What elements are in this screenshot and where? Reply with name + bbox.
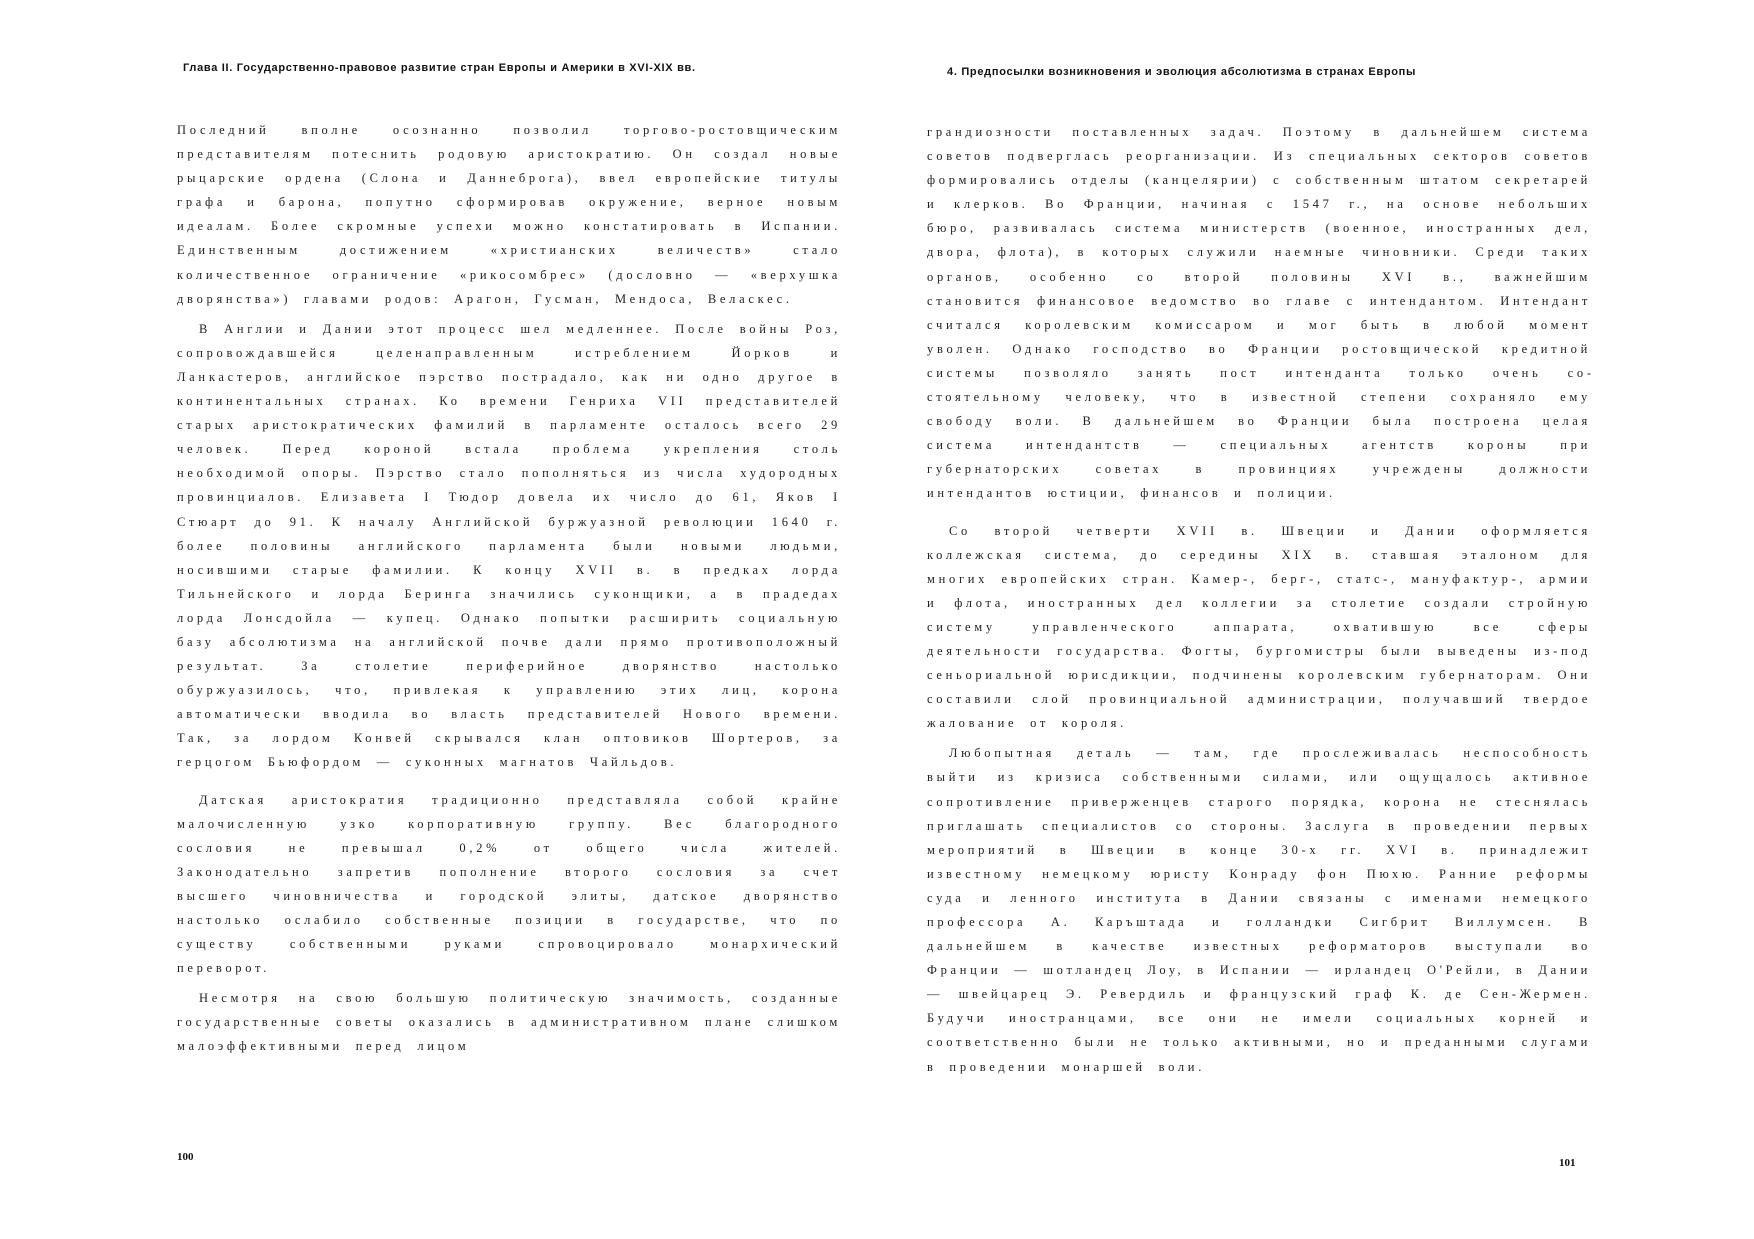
- paragraph: В Англии и Дании этот процесс шел медленнее. После войны Роз, сопровождавшейся целенаправленным истреблением Йорков и Ланкастеров, английское пэрство пострадало, как ни одно другое в континентальных странах. Ко времени Генриха VII представителей старых аристократических фамилий в парламенте осталось всего 29 человек. Перед короной встала проблема укрепления столь необходимой опоры. Пэрство стало пополняться из числа худородных провинциалов. Елизавета I Тюдор довела их число до 61, Яков I Стюарт до 91. К началу Английской буржуазной революции 1640 г. более половины английского парламента были новыми людьми, носившими старые фамилии. К концу XVII в. в предках лорда Тильнейского и лорда Беринга значились суконщики, а в прадедах лорда Лонсдойла — купец. Однако попытки расширить социальную базу абсолютизма на английской почве дали прямо противоположный результат. За столетие периферийное дворянство настолько обуржуазилось, что, привлекая к управлению этих лиц, корона автоматически вводила во власть представителей Нового времени. Так, за лордом Конвей скрывался клан оптовиков Шортеров, за герцогом Бьюфордом — суконных магнатов Чайльдов.: [177, 321, 841, 770]
- running-head-right: 4. Предпосылки возникновения и эволюция абсолютизма в странах Европы: [947, 66, 1417, 78]
- page-number-right: 101: [1559, 1157, 1576, 1169]
- right-page-text: [927, 120, 1591, 1079]
- paragraph: Любопытная деталь — там, где прослеживалась неспособность выйти из кризиса собственными силами, или ощущалось активное сопротивление приверженцев старого порядка, корона не стеснялась приглашать специалистов со стороны. Заслуга в проведении первых мероприятий в Швеции в конце 30-х гг. XVI в. принадлежит известному немецкому юристу Конраду фон Пюхю. Ранние реформы суда и ленного института в Дании связаны с именами немецкого профессора А. Каръштада и голландки Сигбрит Виллумсен. В дальнейшем в качестве известных реформаторов выступали во Франции — шотландец Лоу, в Испании — ирландец О'Рейли, в Дании — швейцарец Э. Ревердиль и французский граф К. де Сен-Жермен. Будучи иностранцами, все они не имели социальных корней и соответственно были не только активными, но и преданными слугами в проведении монаршей воли.: [927, 746, 1591, 1074]
- paragraph: Последний вполне осознанно позволил торгово-ростовщическим представителям потеснить родовую аристократию. Он создал новые рыцарские ордена (Слона и Даннеброга), ввел европейские титулы графа и барона, попутно сформировав окружение, верное новым идеалам. Более скромные успехи можно констатировать в Испании. Единственным достижением «христианских величеств» стало количественное ограничение «рикосомбрес» (дословно — «верхушка дворянства») главами родов: Арагон, Гусман, Мендоса, Веласкес.: [177, 123, 841, 306]
- paragraph: Со второй четверти XVII в. Швеции и Дании оформляется коллежская система, до середины XIX в. ставшая эталоном для многих европейских стран. Камер-, берг-, статс-, мануфактур-, армии и флота, иностранных дел коллегии за столетие создали стройную систему управленческого аппарата, охватившую все сферы деятельности государства. Фогты, бургомистры были выведены из-под сеньориальной юрисдикции, подчинены королевским губернаторам. Они составили слой провинциальной администрации, получавший твердое жалование от короля.: [927, 523, 1591, 731]
- paragraph: Несмотря на свою большую политическую значимость, созданные государственные советы оказались в административном плане слишком малоэффективными перед лицом: [177, 991, 841, 1054]
- page-number-left: 100: [177, 1151, 194, 1163]
- paragraph: грандиозности поставленных задач. Поэтому в дальнейшем система советов подверглась реорганизации. Из специальных секторов советов формировались отделы (канцелярии) с собственным штатом секретарей и клерков. Во Франции, начиная с 1547 г., на основе небольших бюро, развивалась система министерств (военное, иностранных дел, двора, флота), в которых служили наемные чиновники. Среди таких органов, особенно со второй половины XVI в., важнейшим становится финансовое ведомство во главе с интендантом. Интендант считался королевским комиссаром и мог быть в любой момент уволен. Однако господство во Франции ростовщической кредитной системы позволяло занять пост интенданта только очень состоятельному человеку, что в известной степени сохраняло ему свободу воли. В дальнейшем во Франции была построена целая система интендантств — специальных агентств короны при губернаторских советах в провинциях учреждены должности интендантов юстиции, финансов и полиции.: [927, 125, 1591, 501]
- left-page-text: [177, 118, 841, 1059]
- paragraph: Датская аристократия традиционно представляла собой крайне малочисленную узко корпоративную группу. Вес благородного сословия не превышал 0,2% от общего числа жителей. Законодательно запретив пополнение второго сословия за счет высшего чиновничества и городской элиты, датское дворянство настолько ослабило собственные позиции в государстве, что по существу собственными руками спровоцировало монархический переворот.: [177, 792, 841, 976]
- running-head-left: Глава II. Государственно-правовое развитие стран Европы и Америки в XVI-XIX вв.: [183, 62, 696, 74]
- right-page: [877, 0, 1754, 1239]
